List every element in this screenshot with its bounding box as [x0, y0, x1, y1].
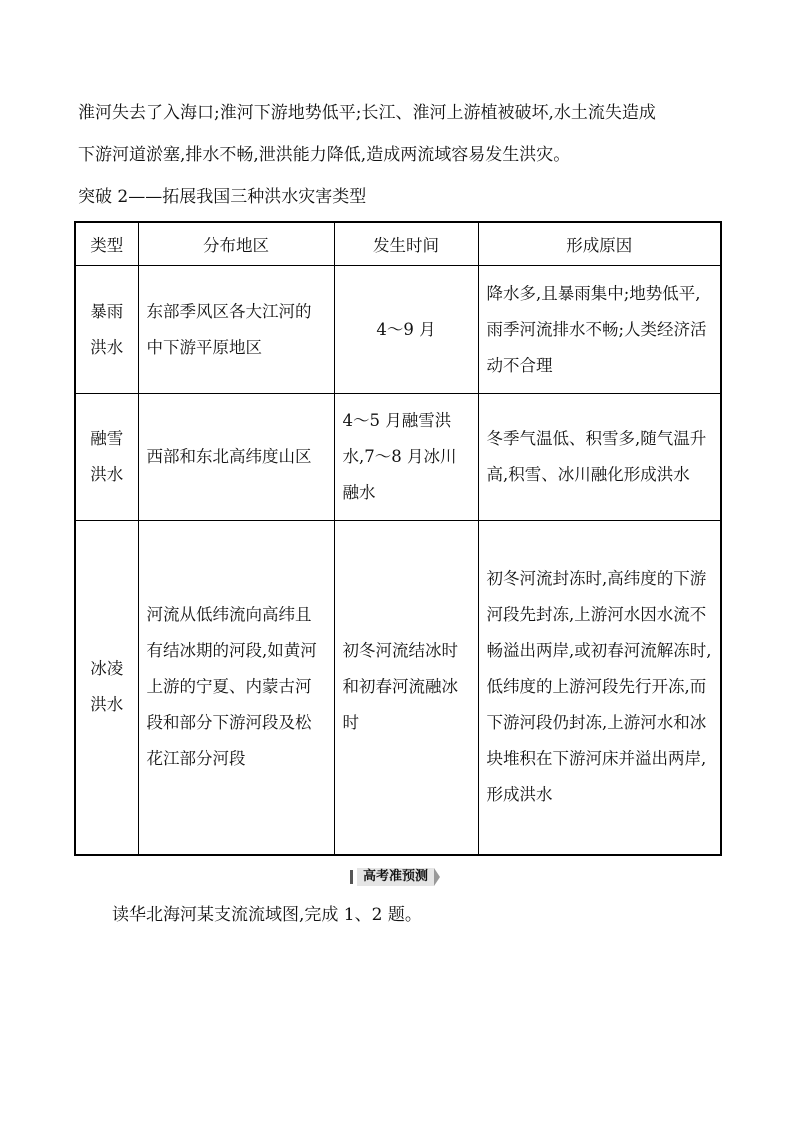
paragraph-line-2: 下游河道淤塞,排水不畅,泄洪能力降低,造成两流域容易发生洪灾。 [78, 145, 571, 165]
cell-type: 冰凌洪水 [75, 521, 138, 855]
question-text: 读华北海河某支流流域图,完成 1、2 题。 [112, 905, 422, 925]
banner-label: 高考准预测 [357, 868, 434, 886]
banner-bar-icon [350, 870, 353, 884]
table-row [75, 521, 721, 855]
table-row [75, 266, 721, 394]
header-type: 类型 [75, 222, 138, 266]
cell-time: 4～9 月 [334, 266, 478, 394]
paragraph-line-1: 淮河失去了入海口;淮河下游地势低平;长江、淮河上游植被破坏,水土流失造成 [78, 103, 656, 123]
header-time: 发生时间 [334, 222, 478, 266]
cell-cause: 冬季气温低、积雪多,随气温升高,积雪、冰川融化形成洪水 [478, 394, 721, 521]
cell-time: 4～5 月融雪洪水,7～8 月冰川融水 [334, 394, 478, 521]
table-row [75, 394, 721, 521]
prediction-banner [350, 868, 440, 886]
cell-region: 西部和东北高纬度山区 [138, 394, 334, 521]
header-cause: 形成原因 [478, 222, 721, 266]
cell-region: 河流从低纬流向高纬且有结冰期的河段,如黄河上游的宁夏、内蒙古河段和部分下游河段及松花江部分河段 [138, 521, 334, 855]
cell-time: 初冬河流结冰时和初春河流融冰时 [334, 521, 478, 855]
table-header-row [75, 222, 721, 266]
cell-cause: 初冬河流封冻时,高纬度的下游河段先封冻,上游河水因水流不畅溢出两岸,或初春河流解冻时,低纬度的上游河段先行开冻,而下游河段仍封冻,上游河水和冰块堆积在下游河床并溢出两岸,形成洪水 [478, 521, 721, 855]
flood-types-table [74, 221, 722, 856]
banner-arrow-icon [434, 868, 440, 886]
section-title: 突破 2——拓展我国三种洪水灾害类型 [78, 187, 367, 207]
cell-region: 东部季风区各大江河的中下游平原地区 [138, 266, 334, 394]
cell-cause: 降水多,且暴雨集中;地势低平,雨季河流排水不畅;人类经济活动不合理 [478, 266, 721, 394]
header-region: 分布地区 [138, 222, 334, 266]
cell-type: 融雪洪水 [75, 394, 138, 521]
cell-type: 暴雨洪水 [75, 266, 138, 394]
